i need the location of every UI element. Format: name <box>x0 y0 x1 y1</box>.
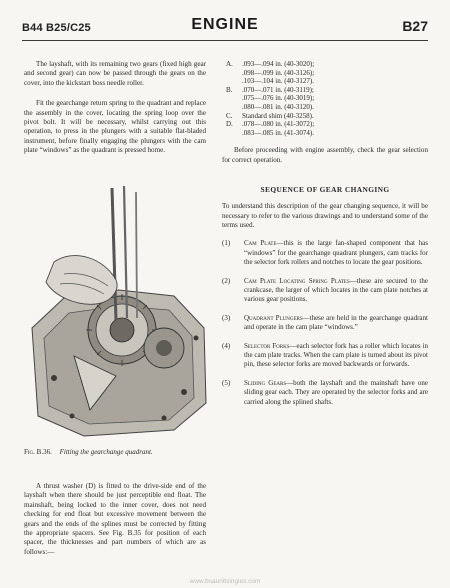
paragraph-thrust-washer: A thrust washer (D) is fitted to the drive-side end of the layshaft when there should be just perceptible end float. The mainshaft, being locked to the inner cover, does not need checking for end float but excessive movement between the gears and the ends of the splines must be corrected by fitting the appropriate spacers. See Fig. B.35 for position of each spacer, the thicknesses and part numbers of which are as follows:— <box>24 482 206 556</box>
spec-row: .080—.081 in. (40-3120). <box>242 102 314 111</box>
paragraph-return-spring: Fit the gearchange return spring to the quadrant and replace the assembly in the cover, locating the spring loop over the pivot bolt. It will be necessary, whilst carrying out this operation, to press in the plungers with a suitable flat-bladed instrument, before finally engaging the plungers with the cam plate “windows” as the quadrant is pressed home. <box>24 99 206 155</box>
list-term: Sliding Gears <box>244 378 287 387</box>
list-term: Cam Plate Locating Spring Plates <box>244 276 350 285</box>
list-item: (1) Cam Plate—this is the large fan-shaped component that has “windows” for the gearchange quadrant plungers, cam tracks for the selector fork rollers and notches to locate the gear positions. <box>222 239 428 267</box>
spec-row: .083—.085 in. (41-3074). <box>242 128 314 137</box>
list-item: (3) Quadrant Plungers—these are held in the gearchange quadrant and operate in the cam plate “windows.” <box>222 313 428 332</box>
spec-row: D. .078—.080 in. (41-3072); <box>226 120 315 129</box>
spec-row: .098—.099 in. (40-3126); <box>242 68 315 77</box>
list-description: —both the layshaft and the mainshaft have one sliding gear each. They are operated by the selector forks and are carried along the splined shafts. <box>244 378 428 406</box>
list-item: (2) Cam Plate Locating Spring Plates—these are secured to the crankcase, the larger of which locates in the cam plate notches at various gear positions. <box>222 276 428 304</box>
figure-title: Fitting the gearchange quadrant. <box>59 448 153 456</box>
header-page-number: B27 <box>402 18 428 34</box>
header-model: B44 B25/C25 <box>22 22 91 34</box>
right-column <box>222 60 428 407</box>
spec-row: .103—.104 in. (40-3127). <box>242 77 314 86</box>
paragraph-before-proceeding: Before proceeding with engine assembly, check the gear selection for correct operation. <box>222 146 428 164</box>
figure-number: Fig. B.36. <box>24 448 52 456</box>
list-description: —this is the large fan-shaped component that has “windows” for the gearchange quadrant plungers, cam tracks for the selector fork rollers and notches to locate the gear positions. <box>244 239 428 267</box>
list-description: —each selector fork has a roller which locates in the cam plate tracks. When the cam plate is turned about its pivot pin, these selector forks are moved backwards or forwards. <box>244 341 428 369</box>
left-column-lower <box>24 482 206 557</box>
left-column <box>24 60 206 156</box>
paragraph-intro: To understand this description of the gear changing sequence, it will be necessary to refer to the various drawings and to understand some of the terms used. <box>222 202 428 229</box>
list-term: Selector Forks <box>244 341 290 350</box>
list-item: (4) Selector Forks—each selector fork has a roller which locates in the cam plate tracks. When the cam plate is turned about its pivot pin, these selector forks are moved backwards or forwards. <box>222 341 428 369</box>
spec-row: B. .070—.071 in. (40-3119); <box>226 85 314 94</box>
list-description: —these are secured to the crankcase, the larger of which locates in the cam plate notches at various gear positions. <box>244 276 428 304</box>
list-item: (5) Sliding Gears—both the layshaft and the mainshaft have one sliding gear each. They are operated by the selector forks and are carried along the splined shafts. <box>222 378 428 406</box>
spec-row: A. .093—.094 in. (40-3020); <box>226 60 315 68</box>
spacer-spec-list <box>222 60 428 137</box>
header-title: ENGINE <box>191 16 259 33</box>
figure-gearchange-quadrant <box>24 178 210 440</box>
footer-watermark: www.bsaunitsingles.com <box>189 578 261 585</box>
section-title: SEQUENCE OF GEAR CHANGING <box>260 185 390 195</box>
list-term: Cam Plate <box>244 239 277 248</box>
paragraph-layshaft: The layshaft, with its remaining two gears (fixed high gear and second gear) can now be passed through the gears on the cover, into the kickstart boss needle roller. <box>24 60 206 87</box>
spec-row: C. Standard shim (40-3258). <box>226 111 314 120</box>
figure-caption <box>24 448 210 456</box>
header-rule <box>22 40 428 41</box>
list-term: Quadrant Plungers <box>244 313 303 322</box>
list-description: —these are held in the gearchange quadrant and operate in the cam plate “windows.” <box>244 313 428 332</box>
spec-row: .075—.076 in. (40-3019); <box>242 94 315 103</box>
